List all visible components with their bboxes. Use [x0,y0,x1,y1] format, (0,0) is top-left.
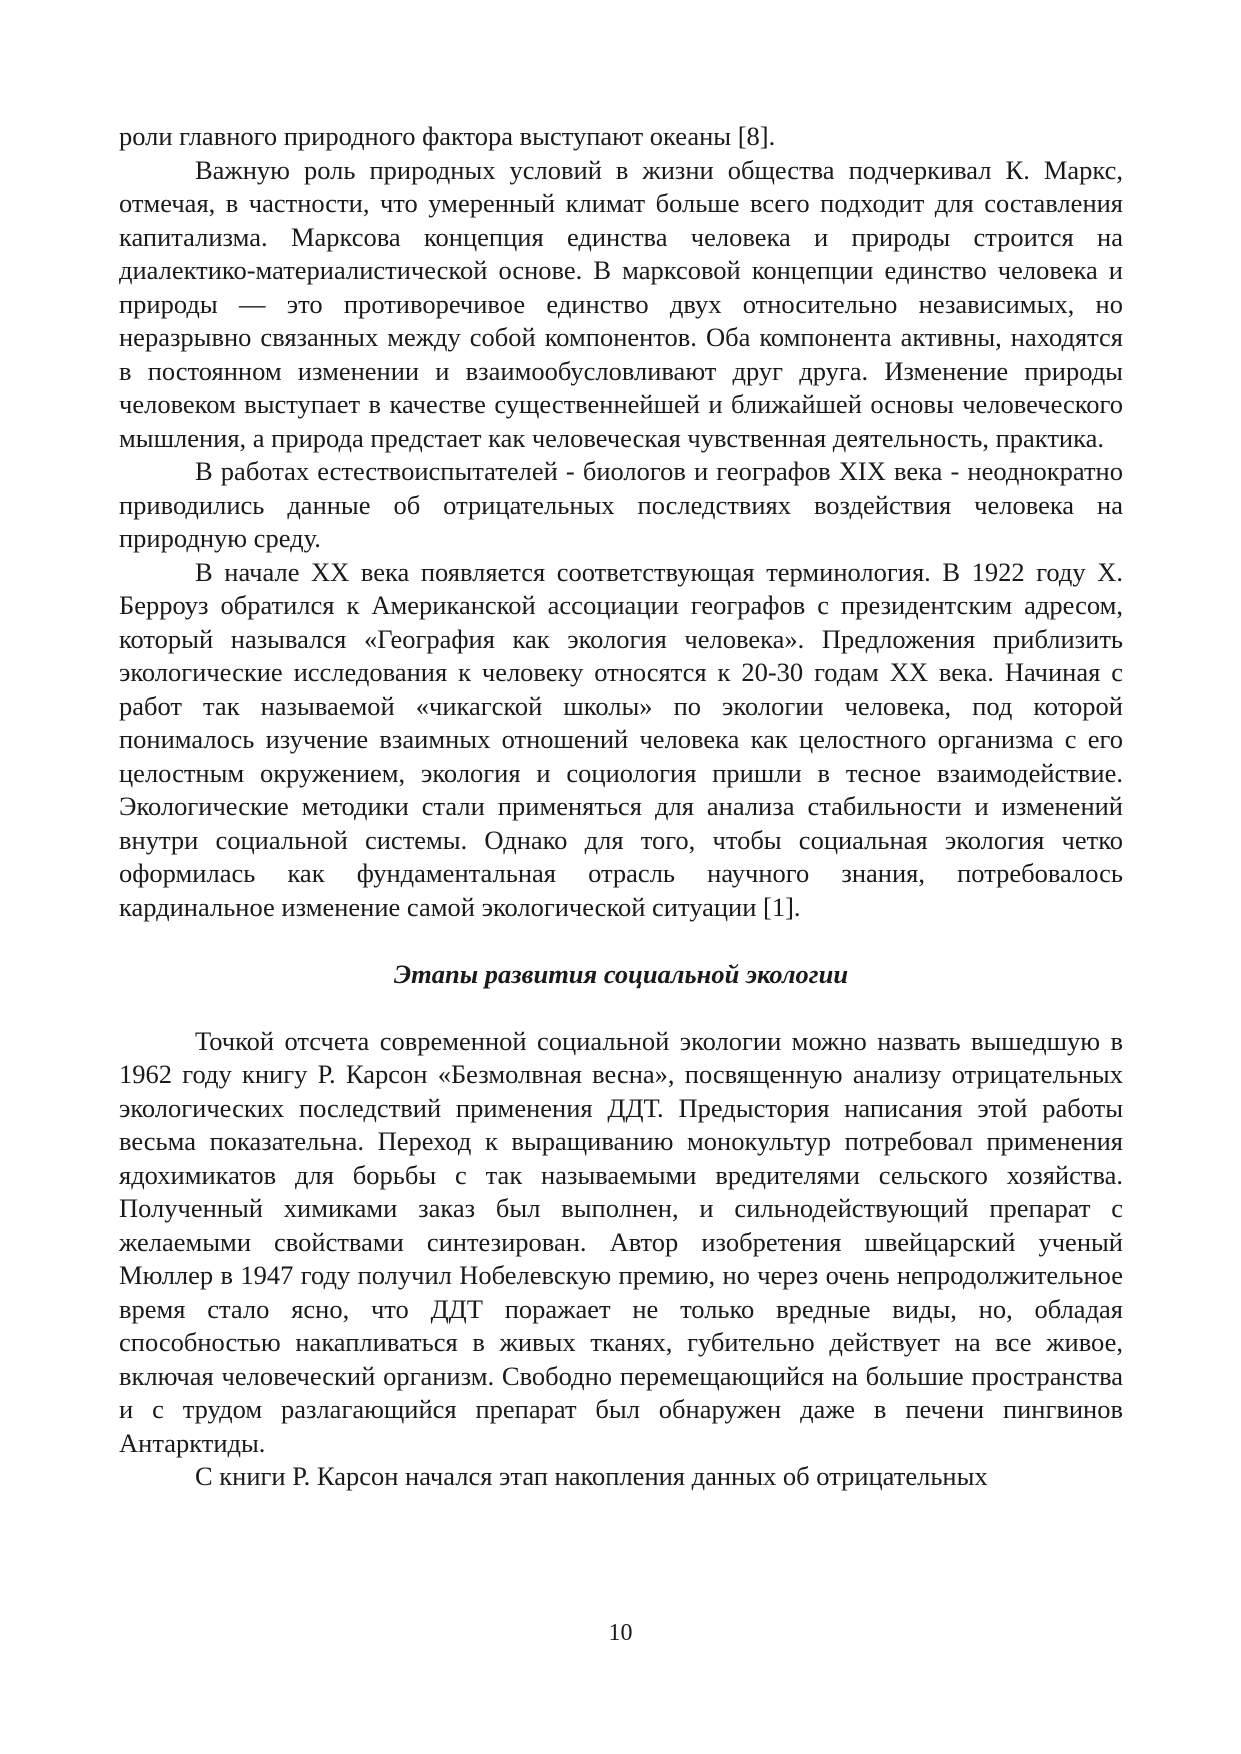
paragraph-marx-concept: Важную роль природных условий в жизни общества подчеркивал К. Маркс, отмечая, в частности, что умеренный климат больше всего подходит для составления капитализма. Марксова концепция единства человека и природы строится на диалектико-материалистической основе. В марксовой концепции единство человека и природы — это противоречивое единство двух относительно независимых, но неразрывно связанных между собой компонентов. Оба компонента активны, находятся в постоянном изменении и взаимообусловливают друг друга. Изменение природы человеком выступает в качестве существеннейшей и ближайшей основы человеческого мышления, а природа предстает как человеческая чувственная деятельность, практика. [119,154,1123,453]
paragraph-naturalists-19th-century: В работах естествоиспытателей - биологов и географов XIX века - неоднократно приводились данные об отрицательных последствиях воздействия человека на природную среду. [119,456,1123,553]
paragraph-carson-silent-spring: Точкой отсчета современной социальной экологии можно назвать вышедшую в 1962 году книгу Р. Карсон «Безмолвная весна», посвященную анализу отрицательных экологических последствий применения ДДТ. Предыстория написания этой работы весьма показательна. Переход к выращиванию монокультур потребовал применения ядохимикатов для борьбы с так называемыми вредителями сельского хозяйства. Полученный химиками заказ был выполнен, и сильнодействующий препарат с желаемыми свойствами синтезирован. Автор изобретения швейцарский ученый Мюллер в 1947 году получил Нобелевскую премию, но через очень непродолжительное время стало ясно, что ДДТ поражает не только вредные виды, но, обладая способностью накапливаться в живых тканях, губительно действует на все живое, включая человеческий организм. Свободно перемещающийся на большие пространства и с трудом разлагающийся препарат был обнаружен даже в печени пингвинов Антарктиды. [119,1025,1123,1458]
paragraph-oceans-continuation: роли главного природного фактора выступают океаны [8]. [119,121,776,151]
page-number: 10 [608,1620,633,1646]
paragraph-20th-century-terminology: В начале XX века появляется соответствующая терминология. В 1922 году Х. Берроуз обратился к Американской ассоциации географов с президентским адресом, который назывался «География как экология человека». Предложения приблизить экологические исследования к человеку относятся к 20-30 годам XX века. Начиная с работ так называемой «чикагской школы» по экологии человека, под которой понималось изучение взаимных отношений человека как целостного организма с его целостным окружением, экология и социология пришли в тесное взаимодействие. Экологические методики стали применяться для анализа стабильности и изменений внутри социальной системы. Однако для того, чтобы социальная экология четко оформилась как фундаментальная отрасль научного знания, потребовалось кардинальное изменение самой экологической ситуации [1]. [119,556,1123,922]
section-heading: Этапы развития социальной экологии [393,959,849,989]
paragraph-carson-stage-start: С книги Р. Карсон начался этап накопления данных об отрицательных [195,1461,988,1491]
page-body [119,120,1123,1494]
